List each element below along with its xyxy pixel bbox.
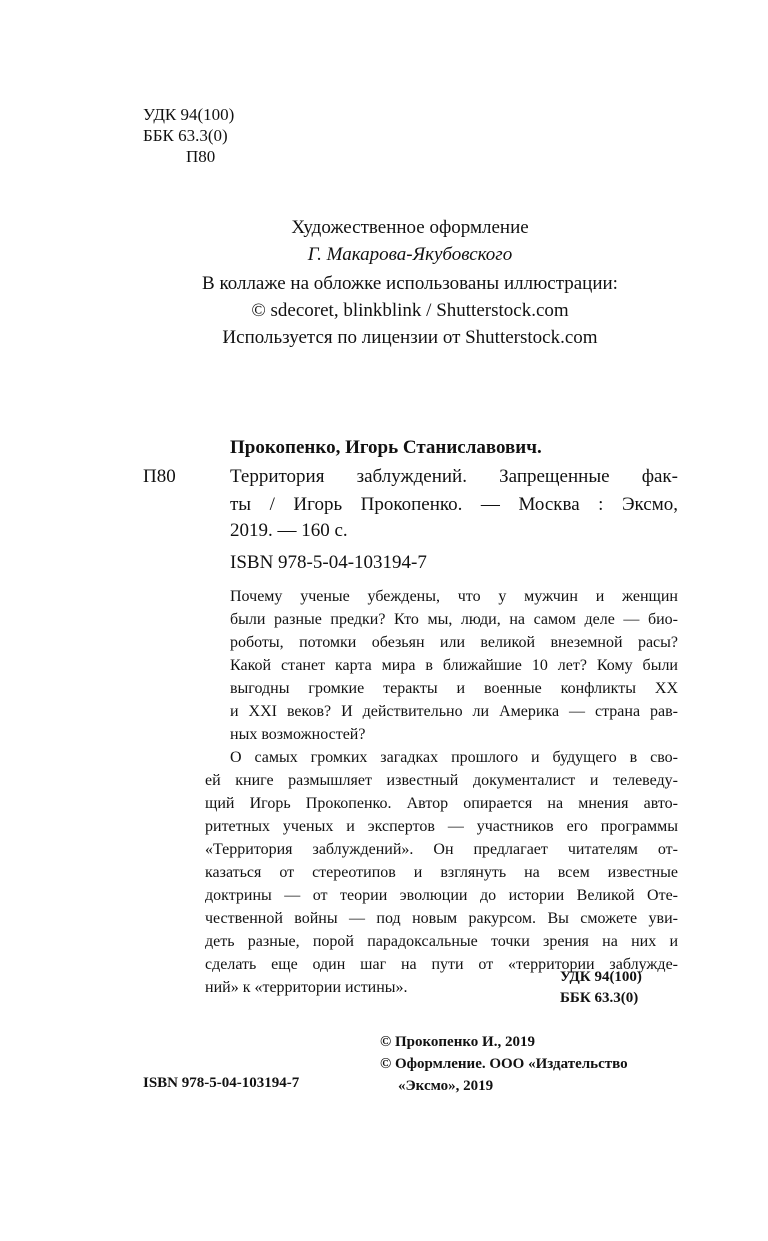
annotation-line: сделать еще один шаг на пути от «территории заблужде- bbox=[205, 956, 678, 973]
annotation-line: Почему ученые убеждены, что у мужчин и женщин bbox=[230, 588, 678, 605]
annotation-line: щий Игорь Прокопенко. Автор опирается на мнения авто- bbox=[205, 795, 678, 812]
annotation-line: «Территория заблуждений». Он предлагает читателям от- bbox=[205, 841, 678, 858]
annotation-line: роботы, потомки обезьян или великой внеземной расы? bbox=[230, 634, 678, 651]
annotation-line: казаться от стереотипов и взглянуть на всем известные bbox=[205, 864, 678, 881]
classification-bottom bbox=[560, 967, 678, 1009]
isbn: ISBN 978-5-04-103194-7 bbox=[230, 552, 427, 573]
bibliographic-line: ты / Игорь Прокопенко. — Москва : Эксмо, bbox=[230, 494, 678, 515]
copyright-author: © Прокопенко И., 2019 bbox=[380, 1034, 535, 1050]
copyright-design: © Оформление. ООО «Издательство bbox=[380, 1056, 628, 1072]
annotation-line: выгодны громкие теракты и военные конфликты XX bbox=[230, 680, 678, 697]
isbn-bottom: ISBN 978-5-04-103194-7 bbox=[143, 1075, 300, 1091]
annotation-line: ных возможностей? bbox=[230, 726, 366, 743]
bibliographic-line: Территория заблуждений. Запрещенные фак- bbox=[230, 466, 678, 487]
annotation-line: О самых громких загадках прошлого и будущего в сво- bbox=[230, 749, 678, 766]
bbk-code: ББК 63.3(0) bbox=[143, 126, 228, 145]
udk-code: УДК 94(100) bbox=[143, 105, 235, 124]
design-label: Художественное оформление bbox=[291, 217, 529, 238]
annotation-line: деть разные, порой парадоксальные точки зрения на них и bbox=[205, 933, 678, 950]
copyright-design-continued: «Эксмо», 2019 bbox=[398, 1078, 494, 1094]
annotation-line: ритетных ученых и экспертов — участников его программы bbox=[205, 818, 678, 835]
annotation-line: ний» к «территории истины». bbox=[205, 979, 408, 996]
bibliographic-code: П80 bbox=[143, 466, 176, 487]
annotation-line: доктрины — от теории эволюции до истории Великой Оте- bbox=[205, 887, 678, 904]
annotation-line: и XXI веков? И действительно ли Америка — страна рав- bbox=[230, 703, 678, 720]
bibliographic-author: Прокопенко, Игорь Станиславович. bbox=[230, 437, 542, 458]
annotation-line: чественной войны — под новым ракурсом. Вы сможете уви- bbox=[205, 910, 678, 927]
classification-top bbox=[143, 104, 234, 167]
design-artist: Г. Макарова-Якубовского bbox=[307, 244, 513, 265]
author-mark: П80 bbox=[186, 147, 216, 166]
udk-code-bottom: УДК 94(100) bbox=[560, 969, 642, 985]
annotation-line: Какой станет карта мира в ближайшие 10 лет? Кому были bbox=[230, 657, 678, 674]
design-credit bbox=[130, 214, 690, 268]
annotation-line: ей книге размышляет известный документалист и телеведу- bbox=[205, 772, 678, 789]
collage-sources: © sdecoret, blinkblink / Shutterstock.com bbox=[251, 300, 569, 321]
license-note: Используется по лицензии от Shutterstock.com bbox=[222, 327, 598, 348]
bibliographic-line: 2019. — 160 с. bbox=[230, 520, 348, 541]
copyright-block bbox=[380, 1031, 628, 1097]
bbk-code-bottom: ББК 63.3(0) bbox=[560, 990, 639, 1006]
collage-credit bbox=[130, 270, 690, 351]
collage-label: В коллаже на обложке использованы иллюстрации: bbox=[202, 273, 618, 294]
annotation-line: были разные предки? Кто мы, люди, на самом деле — био- bbox=[230, 611, 678, 628]
